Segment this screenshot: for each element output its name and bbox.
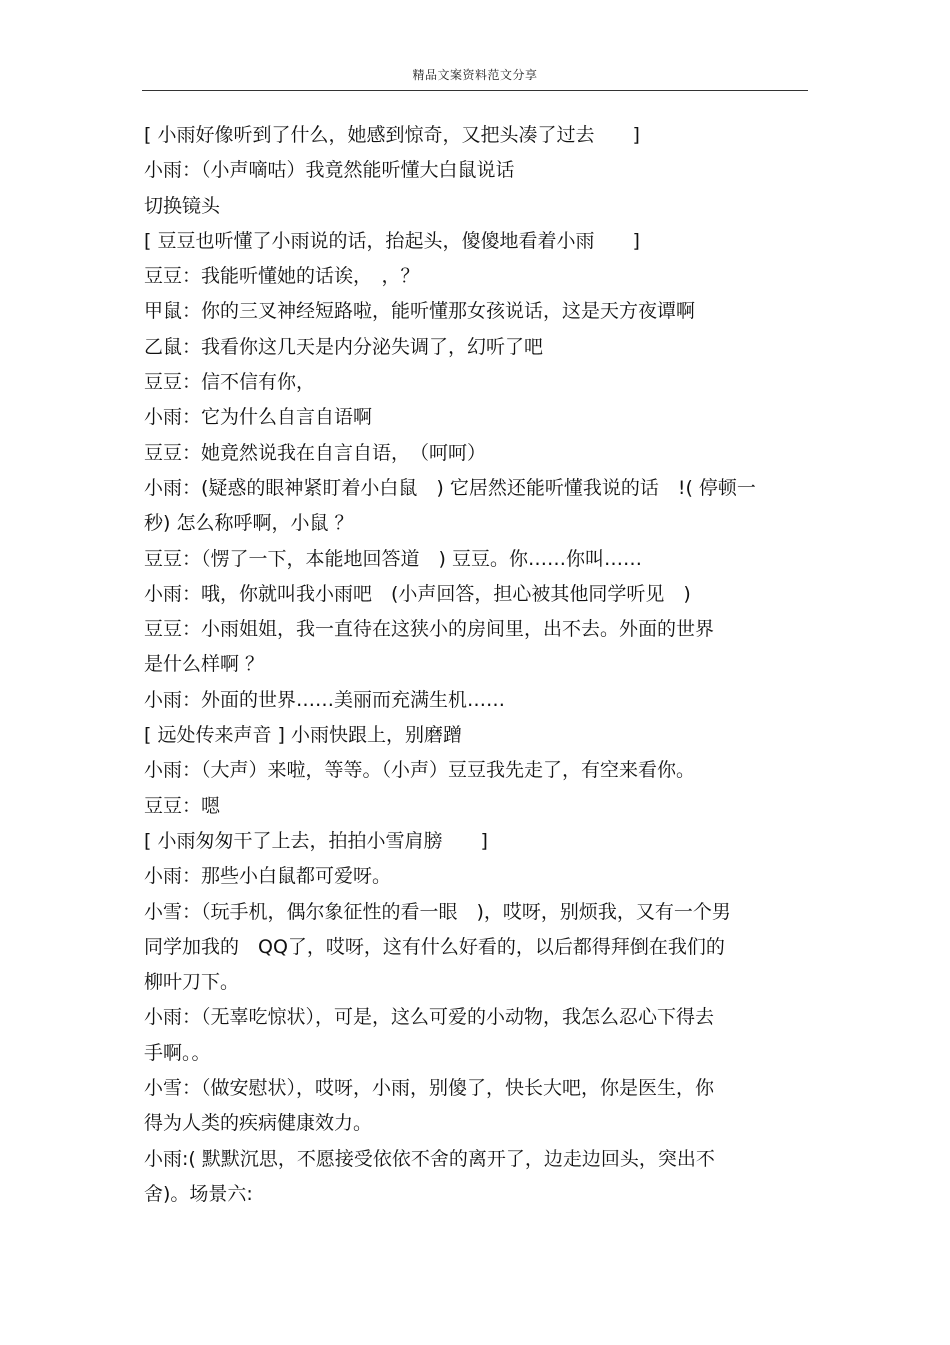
- script-line: 舍)。场景六:: [144, 1182, 253, 1205]
- script-line: [ 小雨匆匆干了上去，拍拍小雪肩膀 ]: [144, 829, 488, 852]
- script-line: 豆豆：（愣了一下，本能地回答道 ) 豆豆。你……你叫……: [144, 547, 642, 570]
- script-line: 小雨：哦，你就叫我小雨吧 (小声回答，担心被其他同学听见 ): [144, 582, 691, 605]
- script-line: 小雪：（做安慰状），哎呀，小雨，别傻了，快长大吧，你是医生，你: [144, 1077, 715, 1100]
- script-line: [ 远处传来声音 ] 小雨快跟上，别磨蹭: [144, 724, 462, 747]
- script-line: 同学加我的 QQ了，哎呀，这有什么好看的，以后都得拜倒在我们的: [144, 935, 725, 958]
- script-line: 小雨：它为什么自言自语啊: [144, 406, 373, 429]
- script-line: 小雨：（无辜吃惊状），可是，这么可爱的小动物，我怎么忍心下得去: [144, 1006, 715, 1029]
- script-body: [144, 118, 804, 1212]
- script-line: 豆豆：嗯: [144, 794, 221, 817]
- script-line: 甲鼠：你的三叉神经短路啦，能听懂那女孩说话，这是天方夜谭啊: [144, 300, 696, 323]
- script-line: 小雪：（玩手机，偶尔象征性的看一眼 )，哎呀，别烦我，又有一个男: [144, 900, 731, 923]
- script-line: 乙鼠：我看你这几天是内分泌失调了，幻听了吧: [144, 335, 544, 358]
- script-line: 豆豆：信不信有你，: [144, 371, 316, 394]
- script-line: 小雨：(疑惑的眼神紧盯着小白鼠 ) 它居然还能听懂我说的话 !( 停顿一: [144, 476, 756, 499]
- script-line: 切换镜头: [144, 194, 221, 217]
- script-line: 小雨：（大声）来啦，等等。（小声）豆豆我先走了，有空来看你。: [144, 759, 696, 782]
- script-line: [ 小雨好像听到了什么，她感到惊奇，又把头凑了过去 ]: [144, 124, 640, 146]
- script-line: 小雨：那些小白鼠都可爱呀。: [144, 865, 392, 888]
- page-header-title: 精品文案资料范文分享: [412, 68, 538, 82]
- script-line: 是什么样啊 ？: [144, 653, 265, 676]
- script-line: 小雨：外面的世界……美丽而充满生机……: [144, 688, 506, 711]
- script-line: 豆豆：我能听懂她的话诶， ，？: [144, 265, 420, 288]
- script-line: 豆豆：小雨姐姐，我一直待在这狭小的房间里，出不去。外面的世界: [144, 618, 715, 641]
- header-divider: [142, 90, 808, 91]
- script-line: 得为人类的疾病健康效力。: [144, 1112, 373, 1135]
- script-line: 小雨：（小声嘀咕）我竟然能听懂大白鼠说话: [144, 159, 515, 182]
- script-line: 柳叶刀下。: [144, 971, 240, 994]
- script-line: 秒) 怎么称呼啊，小鼠 ？: [144, 512, 354, 535]
- script-line: 小雨:( 默默沉思，不愿接受依依不舍的离开了，边走边回头，突出不: [144, 1147, 715, 1170]
- script-line: [ 豆豆也听懂了小雨说的话，抬起头，傻傻地看着小雨 ]: [144, 229, 640, 252]
- script-line: 豆豆：她竟然说我在自言自语， （呵呵）: [144, 441, 487, 464]
- script-line: 手啊。。: [144, 1041, 211, 1064]
